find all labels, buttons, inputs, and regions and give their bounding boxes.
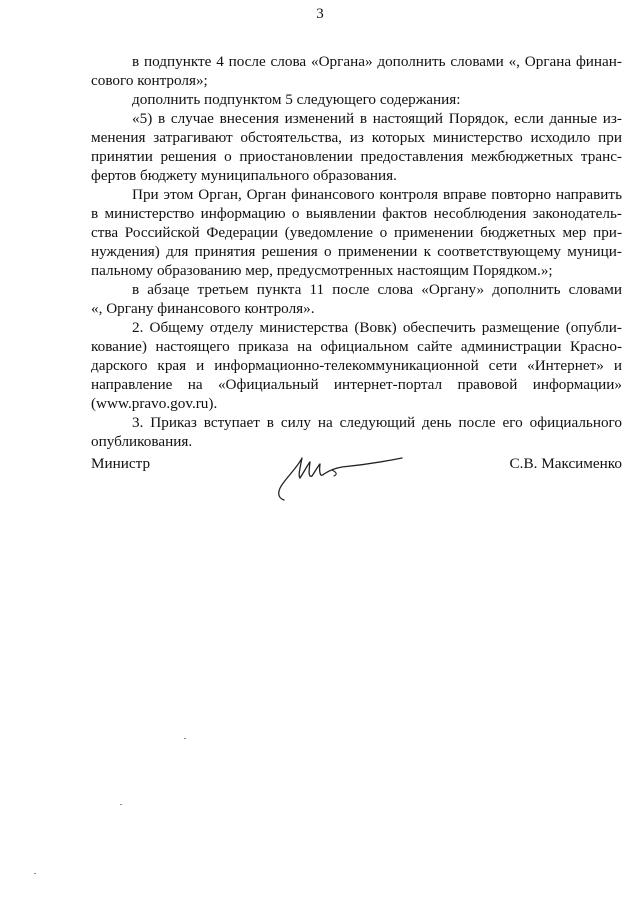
- text-line: пальному образованию мер, предусмотренных настоящим Порядком.»;: [91, 262, 553, 279]
- text-line: направление на «Официальный интернет-портал правовой информации»: [91, 376, 622, 393]
- text-line: При этом Орган, Орган финансового контроля вправе повторно направить: [132, 186, 622, 203]
- text-line: дополнить подпунктом 5 следующего содержания:: [132, 91, 461, 108]
- text-line: опубликования.: [91, 433, 193, 450]
- text-line: «5) в случае внесения изменений в настоящий Порядок, если данные из-: [132, 110, 622, 127]
- text-line: дарского края и информационно-телекоммуникационной сети «Интернет» и: [91, 357, 622, 374]
- text-line: в подпункте 4 после слова «Органа» дополнить словами «, Органа финан-: [132, 53, 622, 70]
- scan-speck: [34, 873, 36, 874]
- scan-speck: [120, 804, 122, 805]
- text-line: 3. Приказ вступает в силу на следующий день после его официального: [132, 414, 622, 431]
- signatory-name: С.В. Максименко: [509, 455, 622, 472]
- text-line: 2. Общему отделу министерства (Вовк) обеспечить размещение (опубли-: [132, 319, 622, 336]
- text-line: принятии решения о приостановлении предоставления межбюджетных транс-: [91, 148, 622, 165]
- text-line: нуждения) для принятия решения о применении к соответствующему муници-: [91, 243, 622, 260]
- text-line: (www.pravo.gov.ru).: [91, 395, 218, 412]
- text-line: кование) настоящего приказа на официальном сайте администрации Красно-: [91, 338, 622, 355]
- text-line: в абзаце третьем пункта 11 после слова «Органу» дополнить словами: [132, 281, 622, 298]
- text-line: ства Российской Федерации (уведомление о применении бюджетных мер при-: [91, 224, 622, 241]
- text-line: в министерство информацию о выявлении фактов несоблюдения законодатель-: [91, 205, 622, 222]
- scan-speck: [184, 738, 186, 739]
- signatory-title: Министр: [91, 455, 151, 472]
- text-line: фертов бюджету муниципального образования.: [91, 167, 397, 184]
- handwritten-signature: [262, 448, 412, 508]
- text-line: «, Органу финансового контроля».: [91, 300, 315, 317]
- text-line: менения затрагивают обстоятельства, из которых министерство исходило при: [91, 129, 622, 146]
- page-number: 3: [316, 6, 324, 22]
- text-line: сового контроля»;: [91, 72, 208, 89]
